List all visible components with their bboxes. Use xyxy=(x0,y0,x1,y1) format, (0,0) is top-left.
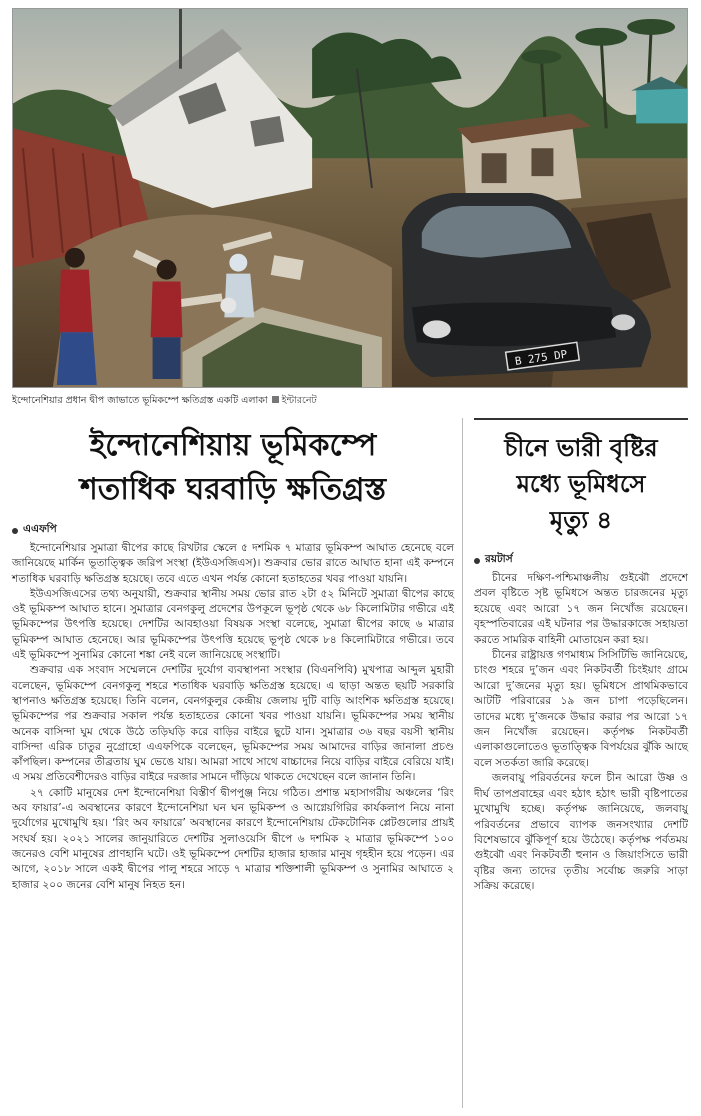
column-divider xyxy=(462,418,463,1108)
right-paragraph-3: জলবায়ু পরিবর্তনের ফলে চীন আরো উষ্ণ ও দীর্ঘ তাপপ্রবাহের এবং হঠাৎ হঠাৎ ভারী বৃষ্টিপাতের মুখোমুখি হচ্ছে। কর্তৃপক্ষ জানিয়েছে, জলবায়ু পরিবর্তনের প্রভাবে ব্যাপক জনসংখ্যার দেশটি বিশেষভাবে ঝুঁকিপূর্ণ হয়ে উঠেছে। কর্তৃপক্ষ পর্বতময় গুইঝৌ এবং নিকটবর্তী হুনান ও জিয়াংসিতে ভারী বৃষ্টির জন্য তাদের তৃতীয় সর্বোচ্চ জরুরি সাড়া সক্রিয় করেছে। xyxy=(474,772,688,893)
left-byline-text: এএফপি xyxy=(23,523,57,535)
right-article-top-rule xyxy=(474,418,688,420)
right-article xyxy=(474,418,688,895)
right-paragraph-2: চীনের রাষ্ট্রায়ত্ত গণমাধ্যম সিসিটিভি জানিয়েছে, চাংগু শহরে দু’জন এবং নিকটবর্তী চিংইয়াং গ্রামে আরো দু’জনের মৃত্যু হয়। ভূমিধসে প্রাথমিকভাবে আটটি পরিবারের ১৯ জন চাপা পড়েছিলেন। তাদের মধ্যে দু’জনকে উদ্ধার করার পর আরো ১৭ জন নিখোঁজ রয়েছেন। কর্তৃপক্ষ নিকটবর্তী এলাকাগুলোতেও ভূতাত্ত্বিক বিপর্যয়ের ঝুঁকি আছে বলে সতর্কতা জারি করেছে। xyxy=(474,649,688,769)
photo-caption xyxy=(12,394,688,409)
square-bullet-icon xyxy=(272,396,279,403)
license-plate-text: B 275 DP xyxy=(514,347,569,368)
right-headline-line3: মৃত্যু ৪ xyxy=(549,505,613,534)
earthquake-damage-illustration xyxy=(13,9,687,387)
bullet-icon xyxy=(12,528,18,534)
right-article-body xyxy=(474,571,688,895)
bullet-icon xyxy=(474,558,480,564)
right-byline-text: রয়টার্স xyxy=(485,553,513,565)
right-byline xyxy=(474,552,688,569)
left-headline xyxy=(12,424,454,512)
left-byline xyxy=(12,522,454,539)
left-paragraph-1: ইন্দোনেশিয়ার সুমাত্রা দ্বীপের কাছে রিখটার স্কেলে ৫ দশমিক ৭ মাত্রার ভূমিকম্প আঘাত হেনেছে বলে জানিয়েছে মার্কিন ভূতাত্ত্বিক জরিপ সংস্থা (ইউএসজিএস)। শুক্রবার ভোর রাতে আঘাত হানা এই কম্পনে শতাধিক ঘরবাড়ি ক্ষতিগ্রস্ত হয়েছে। তবে এতে এখন পর্যন্ত কোনো হতাহতের খবর পাওয়া যায়নি। xyxy=(12,542,454,585)
left-paragraph-3: শুক্রবার এক সংবাদ সম্মেলনে দেশটির দুর্যোগ ব্যবস্থাপনা সংস্থার (বিএনপিবি) মুখপাত্র আব্দুল মুহারী বলেছেন, ভূমিকম্পে বেনগকুলু শহরে শতাধিক ঘরবাড়ি ক্ষতিগ্রস্ত হয়েছে। এ ছাড়া অন্তত ছয়টি সরকারি স্থাপনাও ক্ষতিগ্রস্ত হয়েছে। তিনি বলেন, বেনগকুলুর কেন্দ্রীয় জেলায় দুটি বাড়ি আংশিক ক্ষতিগ্রস্ত হয়েছে। ভূমিকম্পের পর শুক্রবার সকাল পর্যন্ত হতাহতের কোনো খবর পাওয়া যায়নি। ভূমিকম্পের সময় স্থানীয় অনেক বাসিন্দা ঘুম থেকে উঠে তড়িঘড়ি করে বাড়ির বাইরে ছুটে যান। সুমাত্রার ৩৬ বছর বয়সী স্থানীয় বাসিন্দা এরিক চাতুর নুগ্রোহো এএফপিকে বলেছেন, ভূমিকম্পের সময় আমাদের বাড়ির জানালা প্রচণ্ড কাঁপছিল। কম্পনের তীব্রতায় ঘুম ভেঙে যায়। আমরা সাথে সাথে বাচ্চাদের নিয়ে বাড়ির বাইরে বেরিয়ে যাই। এ সময় প্রতিবেশীদেরও বাড়ির বাইরে দরজার সামনে দাঁড়িয়ে থাকতে দেখেছেন বলে জানান তিনি। xyxy=(12,664,454,784)
left-article xyxy=(12,418,454,893)
caption-text: ইন্দোনেশিয়ার প্রধান দ্বীপ জাভাতে ভূমিকম্পে ক্ষতিগ্রস্ত একটি এলাকা xyxy=(12,395,268,406)
left-paragraph-4: ২৭ কোটি মানুষের দেশ ইন্দোনেশিয়া বিস্তীর্ণ দ্বীপপুঞ্জ নিয়ে গঠিত। প্রশান্ত মহাসাগরীয় অঞ্চলের ‘রিং অব ফায়ার’-এ অবস্থানের কারণে ইন্দোনেশিয়া ঘন ঘন ভূমিকম্প ও আগ্নেয়গিরির কার্যকলাপ নিয়ে নানা দুর্যোগের মুখোমুখি হয়। ‘রিং অব ফায়ারে’ অবস্থানের কারণে ইন্দোনেশিয়ায় টেকটোনিক প্লেটগুলোর প্রায়ই সংঘর্ষ হয়। ২০২১ সালের জানুয়ারিতে দেশটির সুলাওয়েসি দ্বীপে ৬ দশমিক ২ মাত্রার ভূমিকম্পে ১০০ জনেরও বেশি মানুষের প্রাণহানি ঘটে। ওই ভূমিকম্পে দেশটির হাজার হাজার মানুষ গৃহহীন হয়ে পড়েন। এর আগে, ২০১৮ সালে একই দ্বীপের পালু শহরে সাড়ে ৭ মাত্রার শক্তিশালী ভূমিকম্প ও সুনামির আঘাতে ২ হাজার ২০০ জনের বেশি মানুষ নিহত হন। xyxy=(12,786,454,891)
right-headline-line1: চীনে ভারী বৃষ্টির xyxy=(504,433,658,462)
left-article-body xyxy=(12,541,454,893)
right-headline-line2: মধ্যে ভূমিধসে xyxy=(516,469,646,498)
photo-credit: ইন্টারনেট xyxy=(281,395,317,406)
right-paragraph-1: চীনের দক্ষিণ-পশ্চিমাঞ্চলীয় গুইঝৌ প্রদেশে প্রবল বৃষ্টিতে সৃষ্ট ভূমিধসে অন্তত চারজনের মৃত্যু হয়েছে এবং আরো ১৭ জন নিখোঁজ রয়েছেন। বৃহস্পতিবারের এই ঘটনার পর উদ্ধারকাজে সহায়তা করতে সামরিক বাহিনী মোতায়েন করা হয়। xyxy=(474,572,688,646)
right-headline xyxy=(474,430,688,538)
left-paragraph-2: ইউএসজিএসের তথ্য অনুযায়ী, শুক্রবার স্থানীয় সময় ভোর রাত ২টা ৫২ মিনিটে সুমাত্রা দ্বীপের কাছে ওই ভূমিকম্প আঘাত হানে। সুমাত্রার বেনগকুলু প্রদেশের উপকূলে ভূপৃষ্ঠ থেকে ৬৮ কিলোমিটার গভীরে এই ভূমিকম্পের উৎপত্তি হয়েছে। দেশটির আবহাওয়া বিষয়ক সংস্থা বলেছে, সুমাত্রা দ্বীপের কাছে ৬ মাত্রার ভূমিকম্প আঘাত হেনেছে। আর ভূমিকম্পের উৎপত্তি হয়েছে ভূপৃষ্ঠ থেকে ৮৪ কিলোমিটারে গভীরে। তবে এই ভূমিকম্পে সুনামির কোনো শঙ্কা নেই বলে জানিয়েছে সংস্থাটি। xyxy=(12,587,454,662)
left-headline-line2: শতাধিক ঘরবাড়ি ক্ষতিগ্রস্ত xyxy=(79,472,387,507)
left-headline-line1: ইন্দোনেশিয়ায় ভূমিকম্পে xyxy=(89,428,377,463)
news-photo xyxy=(12,8,688,388)
